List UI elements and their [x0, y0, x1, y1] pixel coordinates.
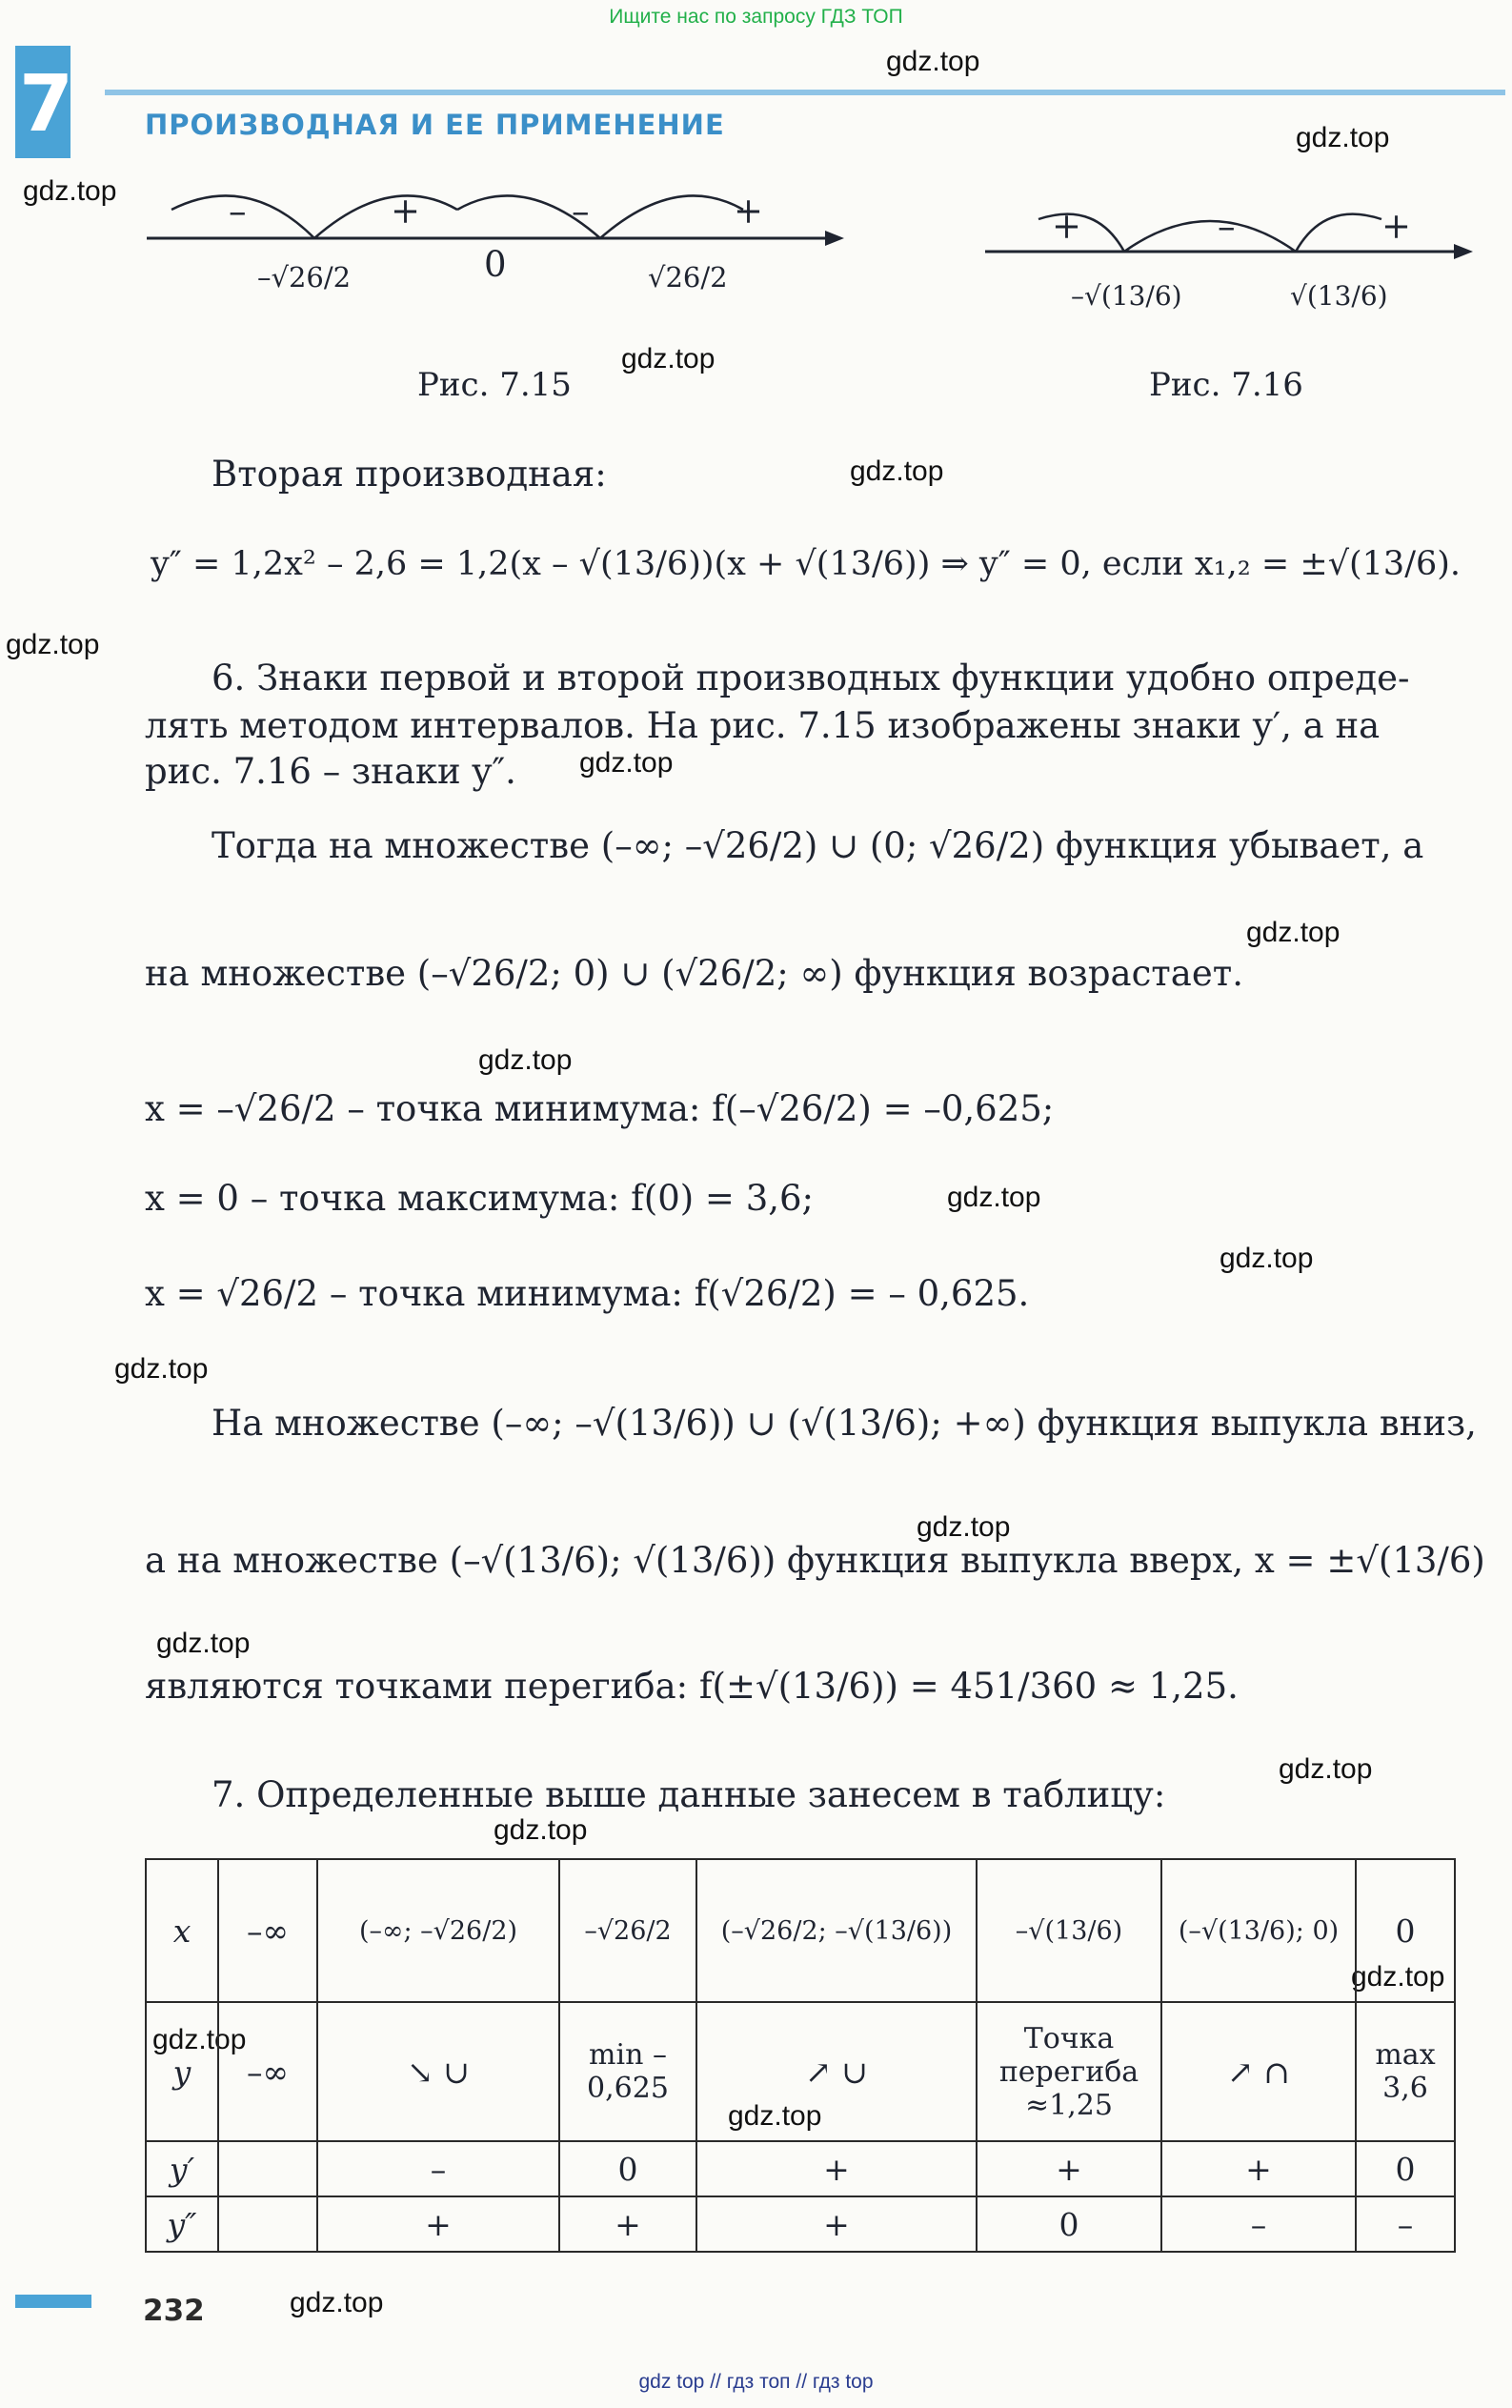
- minimum-2-text: x = √26/2 – точка минимума: f(√26/2) = – 0,625.: [145, 1273, 1030, 1314]
- table-cell: ↗ ∩: [1161, 2002, 1356, 2141]
- right-point-label: √(13/6): [1290, 280, 1388, 312]
- table-cell: +: [977, 2141, 1161, 2196]
- second-derivative-formula: y″ = 1,2x² – 2,6 = 1,2(x – √(13/6))(x + √(13/6)) ⇒ y″ = 0, если x₁,₂ = ±√(13/6).: [151, 545, 1462, 583]
- watermark: gdz.top: [1246, 917, 1341, 948]
- sign: +: [734, 191, 764, 232]
- table-cell: +: [1161, 2141, 1356, 2196]
- table-cell: 0: [1356, 2141, 1455, 2196]
- table-row: [146, 1859, 1455, 2002]
- sign: –: [572, 191, 590, 232]
- table-cell: –: [1356, 2196, 1455, 2252]
- zero-label: 0: [484, 244, 507, 285]
- table-cell: 0: [977, 2196, 1161, 2252]
- inflection-text: являются точками перегиба: f(±√(13/6)) = 451/360 ≈ 1,25.: [145, 1666, 1239, 1707]
- table-cell: +: [696, 2141, 977, 2196]
- footer-watermark: gdz top // гдз топ // гдз top: [638, 2371, 874, 2393]
- item6-line2: лять методом интервалов. На рис. 7.15 изображены знаки y′, а на: [145, 705, 1381, 746]
- chapter-title: ПРОИЗВОДНАЯ И ЕЕ ПРИМЕНЕНИЕ: [145, 109, 725, 141]
- watermark: gdz.top: [1279, 1753, 1373, 1785]
- table-cell: max 3,6: [1356, 2002, 1455, 2141]
- sign: +: [1381, 206, 1412, 247]
- sign: –: [229, 191, 247, 232]
- left-point-label: –√(13/6): [1071, 280, 1182, 312]
- watermark: gdz.top: [579, 747, 674, 779]
- table-cell: +: [559, 2196, 696, 2252]
- row-head-y: y: [146, 2002, 218, 2141]
- watermark: gdz.top: [6, 629, 100, 660]
- sign: –: [1218, 206, 1236, 247]
- table-cell: ↘ ∪: [317, 2002, 559, 2141]
- table-cell: [218, 2196, 317, 2252]
- right-point-label: √26/2: [648, 261, 728, 293]
- watermark: gdz.top: [947, 1182, 1041, 1213]
- table-cell: 0: [1356, 1859, 1455, 2002]
- table-cell: –: [317, 2141, 559, 2196]
- watermark: gdz.top: [152, 2024, 247, 2055]
- left-point-label: –√26/2: [257, 261, 352, 293]
- table-cell: ↗ ∪: [696, 2002, 977, 2141]
- table-cell: +: [317, 2196, 559, 2252]
- watermark: gdz.top: [494, 1814, 588, 1846]
- table-cell: min –0,625: [559, 2002, 696, 2141]
- row-head-y-double-prime: y″: [146, 2196, 218, 2252]
- table-row: [146, 2196, 1455, 2252]
- table-cell: +: [696, 2196, 977, 2252]
- table-row: [146, 2141, 1455, 2196]
- convex-down-text: На множестве (–∞; –√(13/6)) ∪ (√(13/6); +∞) функция выпукла вниз,: [212, 1403, 1477, 1444]
- watermark: gdz.top: [728, 2100, 822, 2132]
- watermark: gdz.top: [156, 1628, 251, 1659]
- table-cell: –√26/2: [559, 1859, 696, 2002]
- maximum-text: x = 0 – точка максимума: f(0) = 3,6;: [145, 1178, 815, 1219]
- minimum-1-text: x = –√26/2 – точка минимума: f(–√26/2) = –0,625;: [145, 1088, 1055, 1129]
- table-cell: –∞: [218, 1859, 317, 2002]
- row-head-y-prime: y′: [146, 2141, 218, 2196]
- watermark: gdz.top: [886, 46, 980, 77]
- table-cell: (–∞; –√26/2): [317, 1859, 559, 2002]
- table-cell: –∞: [218, 2002, 317, 2141]
- watermark: gdz.top: [290, 2287, 384, 2318]
- convex-up-text: а на множестве (–√(13/6); √(13/6)) функция выпукла вверх, x = ±√(13/6): [145, 1540, 1485, 1581]
- table-row: [146, 2002, 1455, 2141]
- table-cell: (–√(13/6); 0): [1161, 1859, 1356, 2002]
- table-cell: –√(13/6): [977, 1859, 1161, 2002]
- table-cell: –: [1161, 2196, 1356, 2252]
- sign: +: [1052, 206, 1082, 247]
- figure-caption: Рис. 7.16: [1149, 366, 1303, 404]
- figure-caption: Рис. 7.15: [417, 366, 572, 404]
- table-cell: [218, 2141, 317, 2196]
- watermark: gdz.top: [1220, 1243, 1314, 1274]
- table-cell: 0: [559, 2141, 696, 2196]
- watermark: gdz.top: [621, 343, 716, 374]
- chapter-number: 7: [19, 59, 74, 150]
- watermark: gdz.top: [1296, 122, 1390, 153]
- row-head-x: x: [146, 1859, 218, 2002]
- sign: +: [391, 191, 421, 232]
- second-derivative-heading: Вторая производная:: [212, 454, 607, 495]
- watermark: gdz.top: [478, 1044, 573, 1076]
- page-number: 232: [143, 2294, 205, 2328]
- decreasing-text: Тогда на множестве (–∞; –√26/2) ∪ (0; √26/2) функция убывает, а: [212, 825, 1424, 866]
- summary-table: [145, 1858, 1456, 2253]
- watermark: gdz.top: [850, 455, 944, 487]
- watermark: gdz.top: [917, 1511, 1011, 1543]
- top-banner: Ищите нас по запросу ГДЗ ТОП: [609, 6, 903, 28]
- item6-line3: рис. 7.16 – знаки y″.: [145, 751, 516, 792]
- table-cell: Точка перегиба ≈1,25: [977, 2002, 1161, 2141]
- watermark: gdz.top: [23, 175, 117, 207]
- increasing-text: на множестве (–√26/2; 0) ∪ (√26/2; ∞) функция возрастает.: [145, 953, 1243, 994]
- item6-line1: 6. Знаки первой и второй производных функции удобно опреде-: [212, 658, 1410, 698]
- item7-text: 7. Определенные выше данные занесем в таблицу:: [212, 1774, 1166, 1815]
- watermark: gdz.top: [114, 1353, 209, 1385]
- page-marker-bar: [15, 2295, 91, 2308]
- header-rule: [105, 90, 1505, 95]
- table-cell: (–√26/2; –√(13/6)): [696, 1859, 977, 2002]
- watermark: gdz.top: [1351, 1961, 1445, 1993]
